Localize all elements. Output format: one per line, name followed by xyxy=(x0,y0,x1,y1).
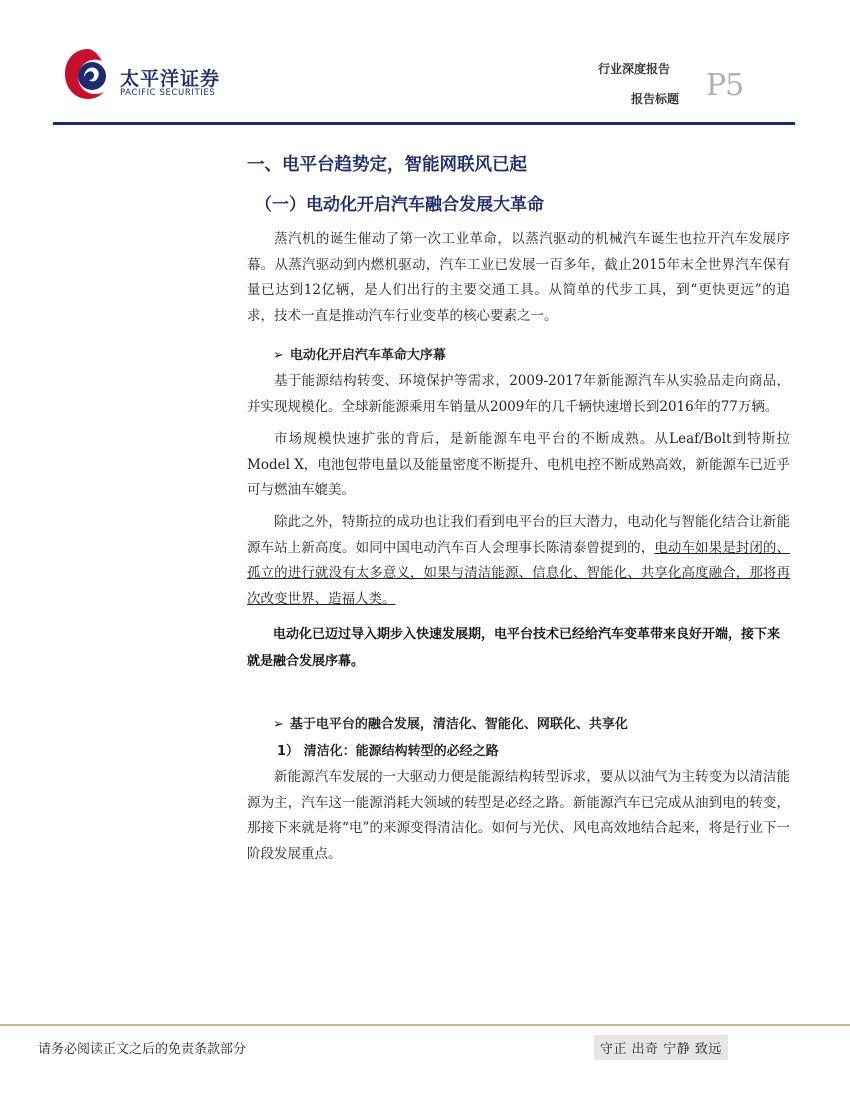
key-conclusion: 电动化已迈过导入期步入快速发展期，电平台技术已经给汽车变革带来良好开端，接下来就是融合发展序幕。 xyxy=(247,627,781,669)
bullet-text: 电动化开启汽车革命大序幕 xyxy=(289,348,446,363)
footer-disclaimer: 请务必阅读正文之后的免责条款部分 xyxy=(38,1042,247,1057)
arrow-bullet-icon: ➢ xyxy=(273,717,284,732)
paragraph-intro: 蒸汽机的诞生催动了第一次工业革命，以蒸汽驱动的机械汽车诞生也拉开汽车发展序幕。从蒸汽驱动到内燃机驱动，汽车工业已发展一百多年，截止2015年末全世界汽车保有量已达到12亿辆，是人们出行的主要交通工具。从简单的代步工具，到“更快更远”的追求，技术一直是推动汽车行业变革的核心要素之一。 xyxy=(247,231,790,324)
paragraph-platform: 市场规模快速扩张的背后，是新能源车电平台的不断成熟。从Leaf/Bolt到特斯拉Model X，电池包带电量以及能量密度不断提升、电机电控不断成熟高效，新能源车已近乎可与燃油车媲美。 xyxy=(247,431,790,499)
company-logo xyxy=(62,46,232,106)
paragraph-market: 基于能源结构转变、环境保护等需求，2009-2017年新能源汽车从实验品走向商品，并实现规模化。全球新能源乘用车销量从2009年的几千辆快速增长到2016年的77万辆。 xyxy=(247,373,790,415)
pacific-securities-logo-icon xyxy=(62,46,114,102)
paragraph-tesla-text: 除此之外，特斯拉的成功也让我们看到电平台的巨大潜力，电动化与智能化结合让新能源车站上新高度。如同中国电动汽车百人会理事长陈清泰曾提到的， xyxy=(247,514,790,556)
paragraph-clean-energy: 新能源汽车发展的一大驱动力便是能源结构转型诉求，要从以油气为主转变为以清洁能源为主，汽车这一能源消耗大领域的转型是必经之路。新能源汽车已完成从油到电的转变，那接下来就是将“电”的来源变得清洁化。如何与光伏、风电高效地结合起来，将是行业下一阶段发展重点。 xyxy=(247,769,790,862)
footer-motto: 守正 出奇 宁静 致远 xyxy=(594,1035,728,1060)
bullet-heading-electrification xyxy=(273,344,446,363)
footer-divider xyxy=(0,1024,850,1026)
subsection-heading: （一）电动化开启汽车融合发展大革命 xyxy=(255,195,544,215)
header-divider xyxy=(53,122,795,125)
arrow-bullet-icon: ➢ xyxy=(273,348,284,363)
bullet-heading-fusion xyxy=(273,713,628,732)
logo-english-name: PACIFIC SECURITIES xyxy=(120,88,216,98)
underlined-quote: 电动车如果是封闭的、孤立的进行就没有太多意义，如果与清洁能源、信息化、智能化、共享化高度融合，那将再次改变世界、造福人类。 xyxy=(247,539,791,607)
subheading-clean-energy: 1） 清洁化：能源结构转型的必经之路 xyxy=(277,744,499,759)
page-number: P5 xyxy=(706,68,744,103)
section-heading: 一、电平台趋势定，智能网联风已起 xyxy=(247,155,527,175)
report-type: 行业深度报告 xyxy=(598,62,671,76)
bullet-text: 基于电平台的融合发展，清洁化、智能化、网联化、共享化 xyxy=(289,717,628,732)
logo-chinese-name: 太平洋证券 xyxy=(120,68,221,90)
report-title: 报告标题 xyxy=(631,92,680,106)
paragraph-tesla xyxy=(247,510,790,612)
